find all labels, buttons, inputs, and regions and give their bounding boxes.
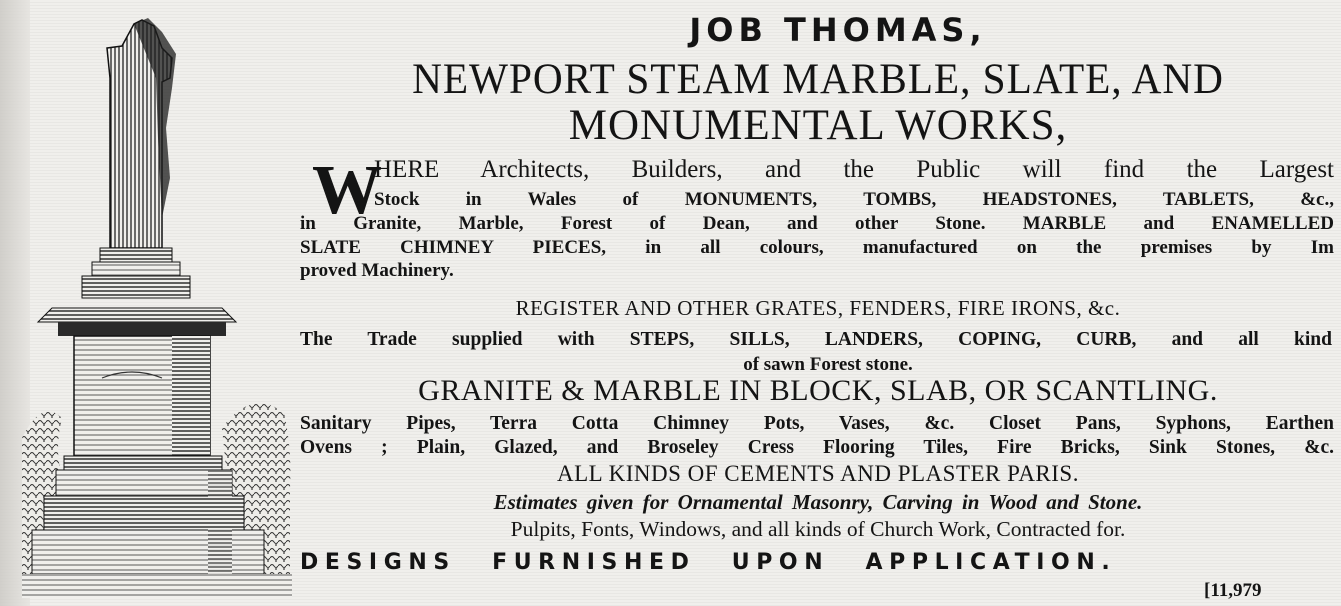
advertisement [300,11,1336,604]
intro-line-5: proved Machinery. [300,260,454,281]
sanitary-line-1: Sanitary Pipes, Terra Cotta Chimney Pots, Vases, &c. Closet Pans, Syphons, Earthen [300,413,1334,434]
proprietor-name: JOB THOMAS, [689,11,987,49]
trade-line-1: The Trade supplied with STEPS, SILLS, LANDERS, COPING, CURB, and all kind [300,329,1332,350]
intro-line-2: Stock in Wales of MONUMENTS, TOMBS, HEADSTONES, TABLETS, &c., [374,189,1334,210]
intro-line-3: in Granite, Marble, Forest of Dean, and other Stone. MARBLE and ENAMELLED [300,213,1334,234]
cornice-top [38,308,236,322]
sanitary-line-2: Ovens ; Plain, Glazed, and Broseley Cress Flooring Tiles, Fire Bricks, Sink Stones, &c. [300,437,1334,458]
base-step-1 [56,470,232,496]
pedestal-shadow [172,336,210,456]
drop-cap: W [312,152,382,229]
estimates-line: Estimates given for Ornamental Masonry, Carving in Wood and Stone. [493,490,1143,514]
intro-line-4: SLATE CHIMNEY PIECES, in all colours, manufactured on the premises by Im [300,237,1334,258]
grates-heading: REGISTER AND OTHER GRATES, FENDERS, FIRE IRONS, &c. [515,296,1121,320]
designs-footer: DESIGNS FURNISHED UPON APPLICATION. [300,550,1117,575]
intro-line-1: HERE Architects, Builders, and the Public will find the Largest [374,156,1334,183]
advert-reference-number: [11,979 [1204,580,1262,601]
cements-heading: ALL KINDS OF CEMENTS AND PLASTER PARIS. [557,461,1079,486]
column-plinth [82,276,190,298]
column-base-ring-2 [92,262,180,276]
granite-heading: GRANITE & MARBLE IN BLOCK, SLAB, OR SCANTLING. [418,374,1218,407]
pedestal-moulding [64,456,222,470]
works-title-line-1: NEWPORT STEAM MARBLE, SLATE, AND [412,56,1224,103]
works-title-line-2: MONUMENTAL WORKS, [568,102,1068,149]
column-base-ring-1 [100,248,172,262]
cornice-band [58,322,226,336]
monument-engraving [22,18,292,598]
trade-line-2: of sawn Forest stone. [743,354,913,375]
pulpits-line: Pulpits, Fonts, Windows, and all kinds of Church Work, Contracted for. [510,517,1126,541]
ground [22,574,292,598]
base-shadow [208,470,232,574]
